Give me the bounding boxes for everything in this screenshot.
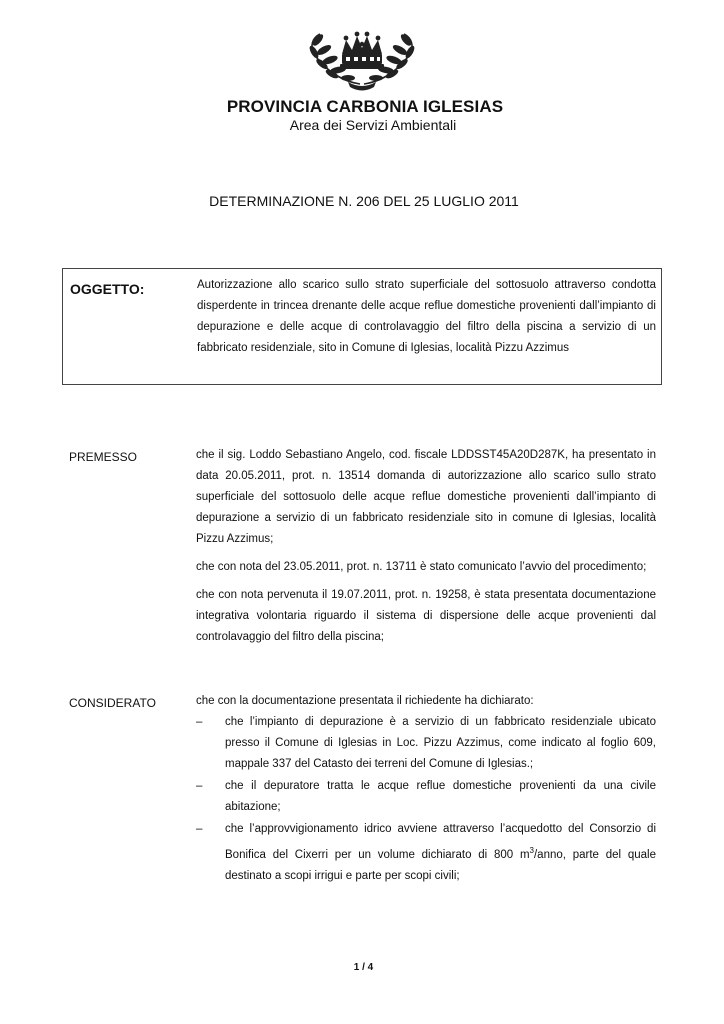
premesso-paragraph: che con nota del 23.05.2011, prot. n. 13711 è stato comunicato l’avvio del procedimento; [196,561,647,573]
list-item [196,819,656,887]
premesso-body [196,445,656,655]
list-item-text: che il depuratore tratta le acque reflue domestiche provenienti da una civile abitazione; [225,780,656,813]
organization-name: PROVINCIA CARBONIA IGLESIAS [226,97,504,116]
list-item [196,712,656,775]
premesso-label: PREMESSO [69,450,138,464]
determination-title: DETERMINAZIONE N. 206 DEL 25 LUGLIO 2011 [209,193,519,209]
considerato-body [196,691,656,888]
premesso-paragraph: che il sig. Loddo Sebastiano Angelo, cod. fiscale LDDSST45A20D287K, ha presentato in data 20.05.2011, prot. n. 13514 domanda di autorizzazione allo scarico sullo strato superficiale del sottosuolo delle acque reflue domestiche provenienti dall’impianto di depurazione a servizio di un fabbricato residenziale sito in comune di Iglesias, località Pizzu Azzimus; [196,449,656,545]
considerato-list [196,712,656,887]
premesso-paragraph: che con nota pervenuta il 19.07.2011, prot. n. 19258, è stata presentata documentazione integrativa volontaria riguardo il sistema di dispersione delle acque provenienti dal controlavaggio del filtro della piscina; [196,589,656,643]
page-number: 1 / 4 [353,962,374,973]
subject-box [62,268,662,385]
subject-label: OGGETTO: [70,281,145,297]
department-name: Area dei Servizi Ambientali [289,117,457,133]
considerato-intro: che con la documentazione presentata il richiedente ha dichiarato: [196,695,534,707]
provincial-coat-of-arms-icon [302,24,422,96]
list-item-text-start: che l’approvvigionamento idrico avviene attraverso l’acquedotto del Consorzio di Bonifica del Cixerri per un volume dichiarato di 800 m [225,823,656,861]
superscript-exponent: 3 [529,846,534,855]
dash-bullet-icon: – [196,823,203,835]
list-item [196,776,656,818]
dash-bullet-icon: – [196,716,203,728]
list-item-text-end: /anno, parte del quale destinato a scopi irrigui e parte per scopi civili; [225,848,656,882]
dash-bullet-icon: – [196,780,203,792]
considerato-label: CONSIDERATO [69,696,156,710]
subject-text: Autorizzazione allo scarico sullo strato superficiale del sottosuolo attraverso condotta disperdente in trincea drenante delle acque reflue domestiche provenienti dall’impianto di depurazione e delle acque di controlavaggio del filtro della piscina a servizio di un fabbricato residenziale, sito in Comune di Iglesias, località Pizzu Azzimus [197,279,656,354]
list-item-text: che l’impianto di depurazione è a servizio di un fabbricato residenziale ubicato presso il Comune di Iglesias in Loc. Pizzu Azzimus, come indicato al foglio 609, mappale 337 del Catasto dei terreni del Comune di Iglesias.; [225,716,656,770]
